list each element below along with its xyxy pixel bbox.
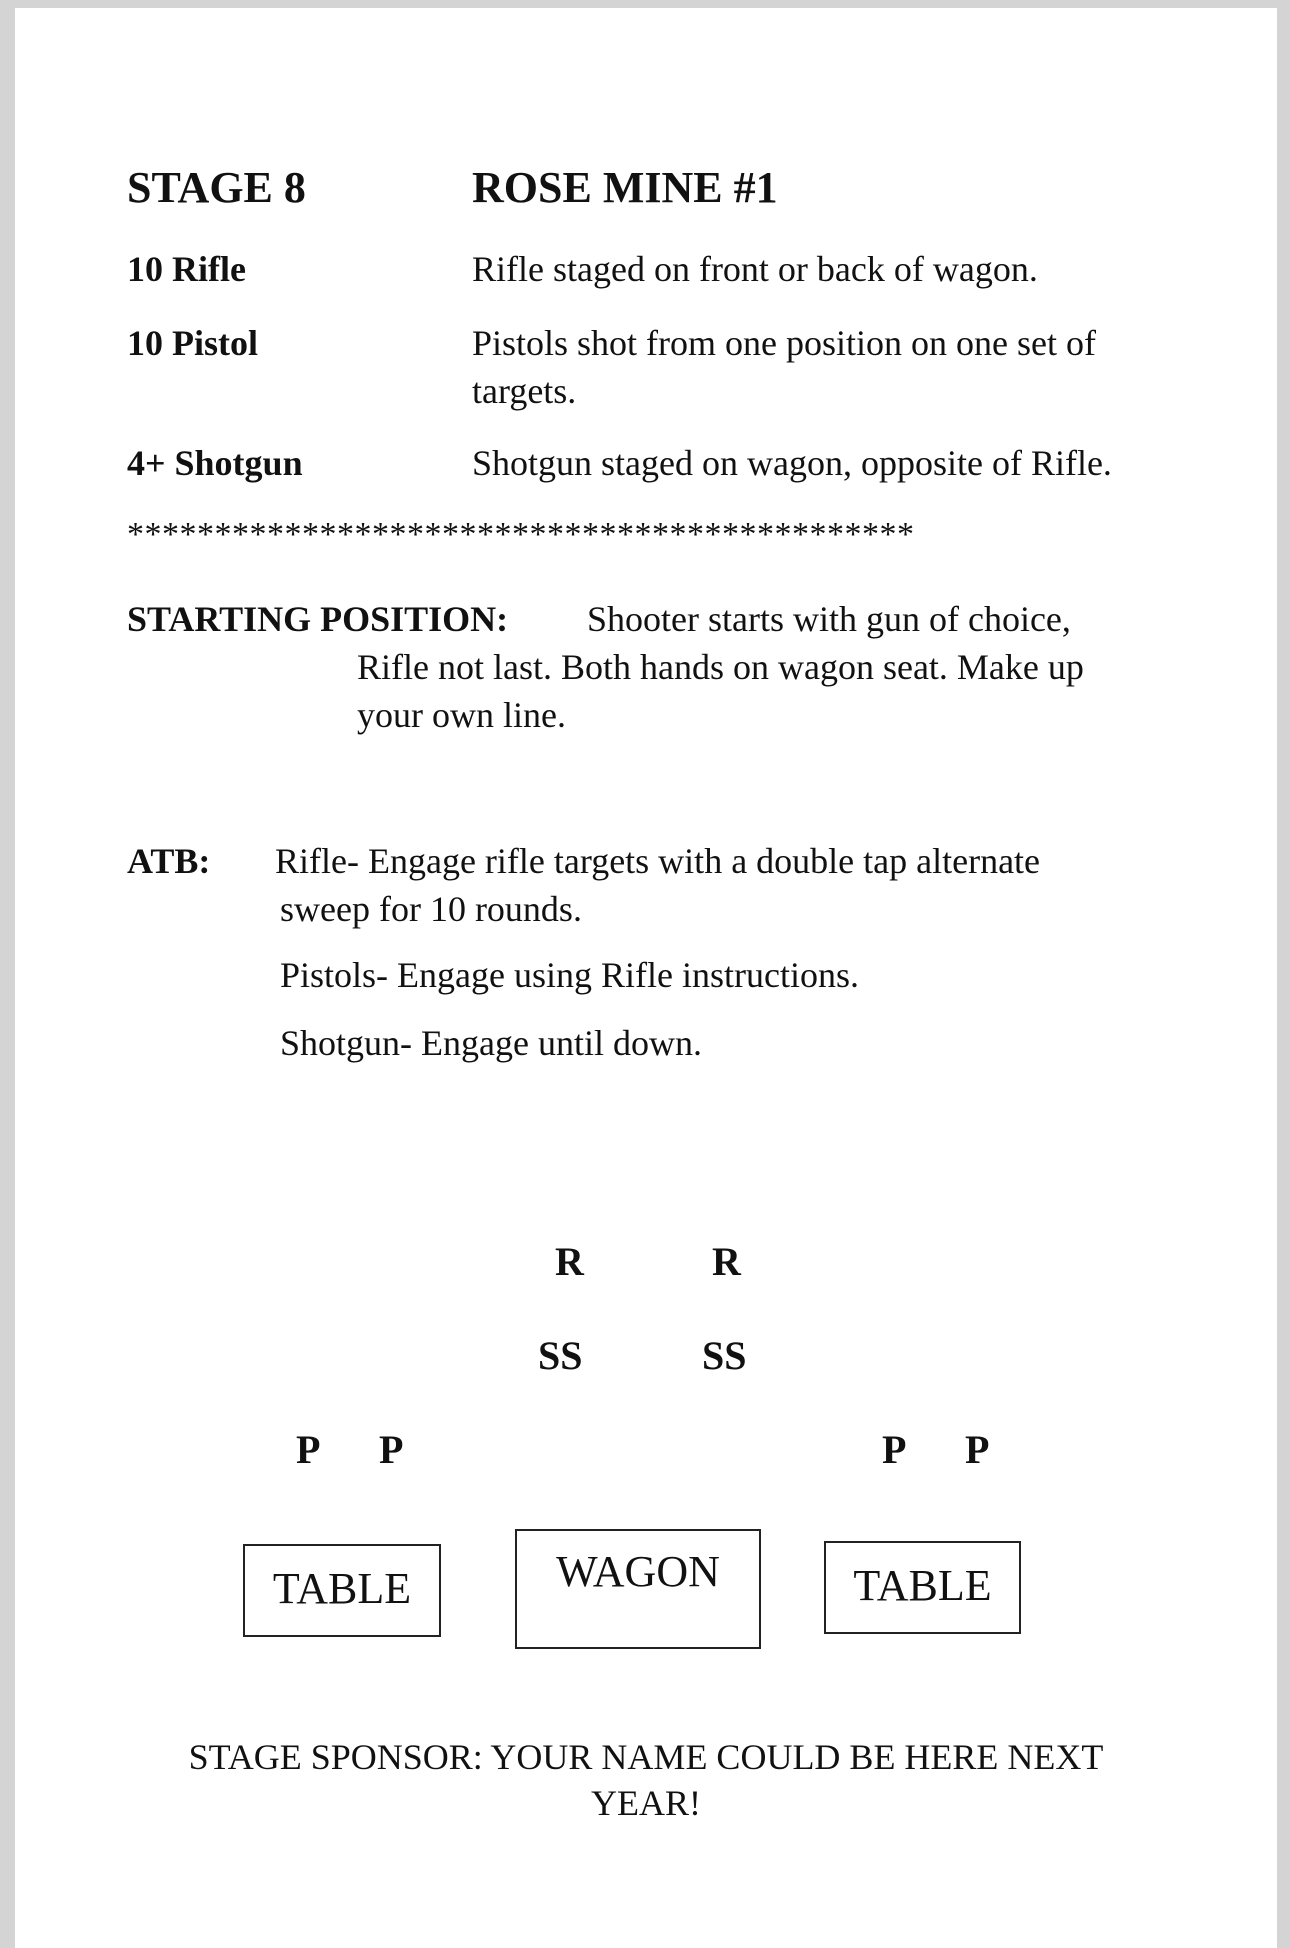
wagon-label: WAGON (556, 1547, 720, 1596)
left-table-label: TABLE (272, 1564, 412, 1613)
shotgun-description: Shotgun staged on wagon, opposite of Rifle. (472, 443, 1112, 483)
atb-shotgun: Shotgun- Engage until down. (280, 1023, 702, 1063)
pistol-description-line1: Pistols shot from one position on one set of (472, 323, 1096, 363)
left-table-box (243, 1544, 441, 1637)
pistol-count: 10 Pistol (127, 323, 258, 363)
atb-rifle-line2: sweep for 10 rounds. (280, 889, 582, 929)
shotgun-count: 4+ Shotgun (127, 443, 303, 483)
rifle-count: 10 Rifle (127, 249, 246, 289)
starting-position-label: STARTING POSITION: (127, 599, 509, 639)
sponsor-line1: STAGE SPONSOR: YOUR NAME COULD BE HERE NEXT (188, 1737, 1104, 1777)
stage-number: STAGE 8 (127, 163, 306, 212)
atb-pistols: Pistols- Engage using Rifle instructions. (280, 955, 859, 995)
rifle-target-right: R (712, 1239, 741, 1284)
document-page (15, 8, 1277, 1948)
starting-position-line3: your own line. (357, 695, 566, 735)
pistol-target-left-2: P (379, 1427, 404, 1472)
starting-position-line2: Rifle not last. Both hands on wagon seat. Make up (357, 647, 1084, 687)
pistol-target-right-2: P (965, 1427, 990, 1472)
rifle-target-left: R (555, 1239, 584, 1284)
right-table-box (824, 1541, 1021, 1634)
starting-position-line1: Shooter starts with gun of choice, (587, 599, 1071, 639)
stage-name: ROSE MINE #1 (472, 163, 778, 212)
atb-rifle-line1: Rifle- Engage rifle targets with a double tap alternate (275, 841, 1041, 881)
separator: ********************************************* (127, 516, 915, 553)
wagon-box (515, 1529, 761, 1649)
pistol-target-left-1: P (296, 1427, 321, 1472)
right-table-label: TABLE (853, 1561, 992, 1610)
atb-label: ATB: (127, 841, 211, 881)
rifle-description: Rifle staged on front or back of wagon. (472, 249, 1038, 289)
sponsor-line2: YEAR! (591, 1783, 701, 1823)
pistol-target-right-1: P (882, 1427, 907, 1472)
shotgun-target-right: SS (702, 1333, 747, 1378)
shotgun-target-left: SS (538, 1333, 583, 1378)
pistol-description-line2: targets. (472, 371, 577, 411)
